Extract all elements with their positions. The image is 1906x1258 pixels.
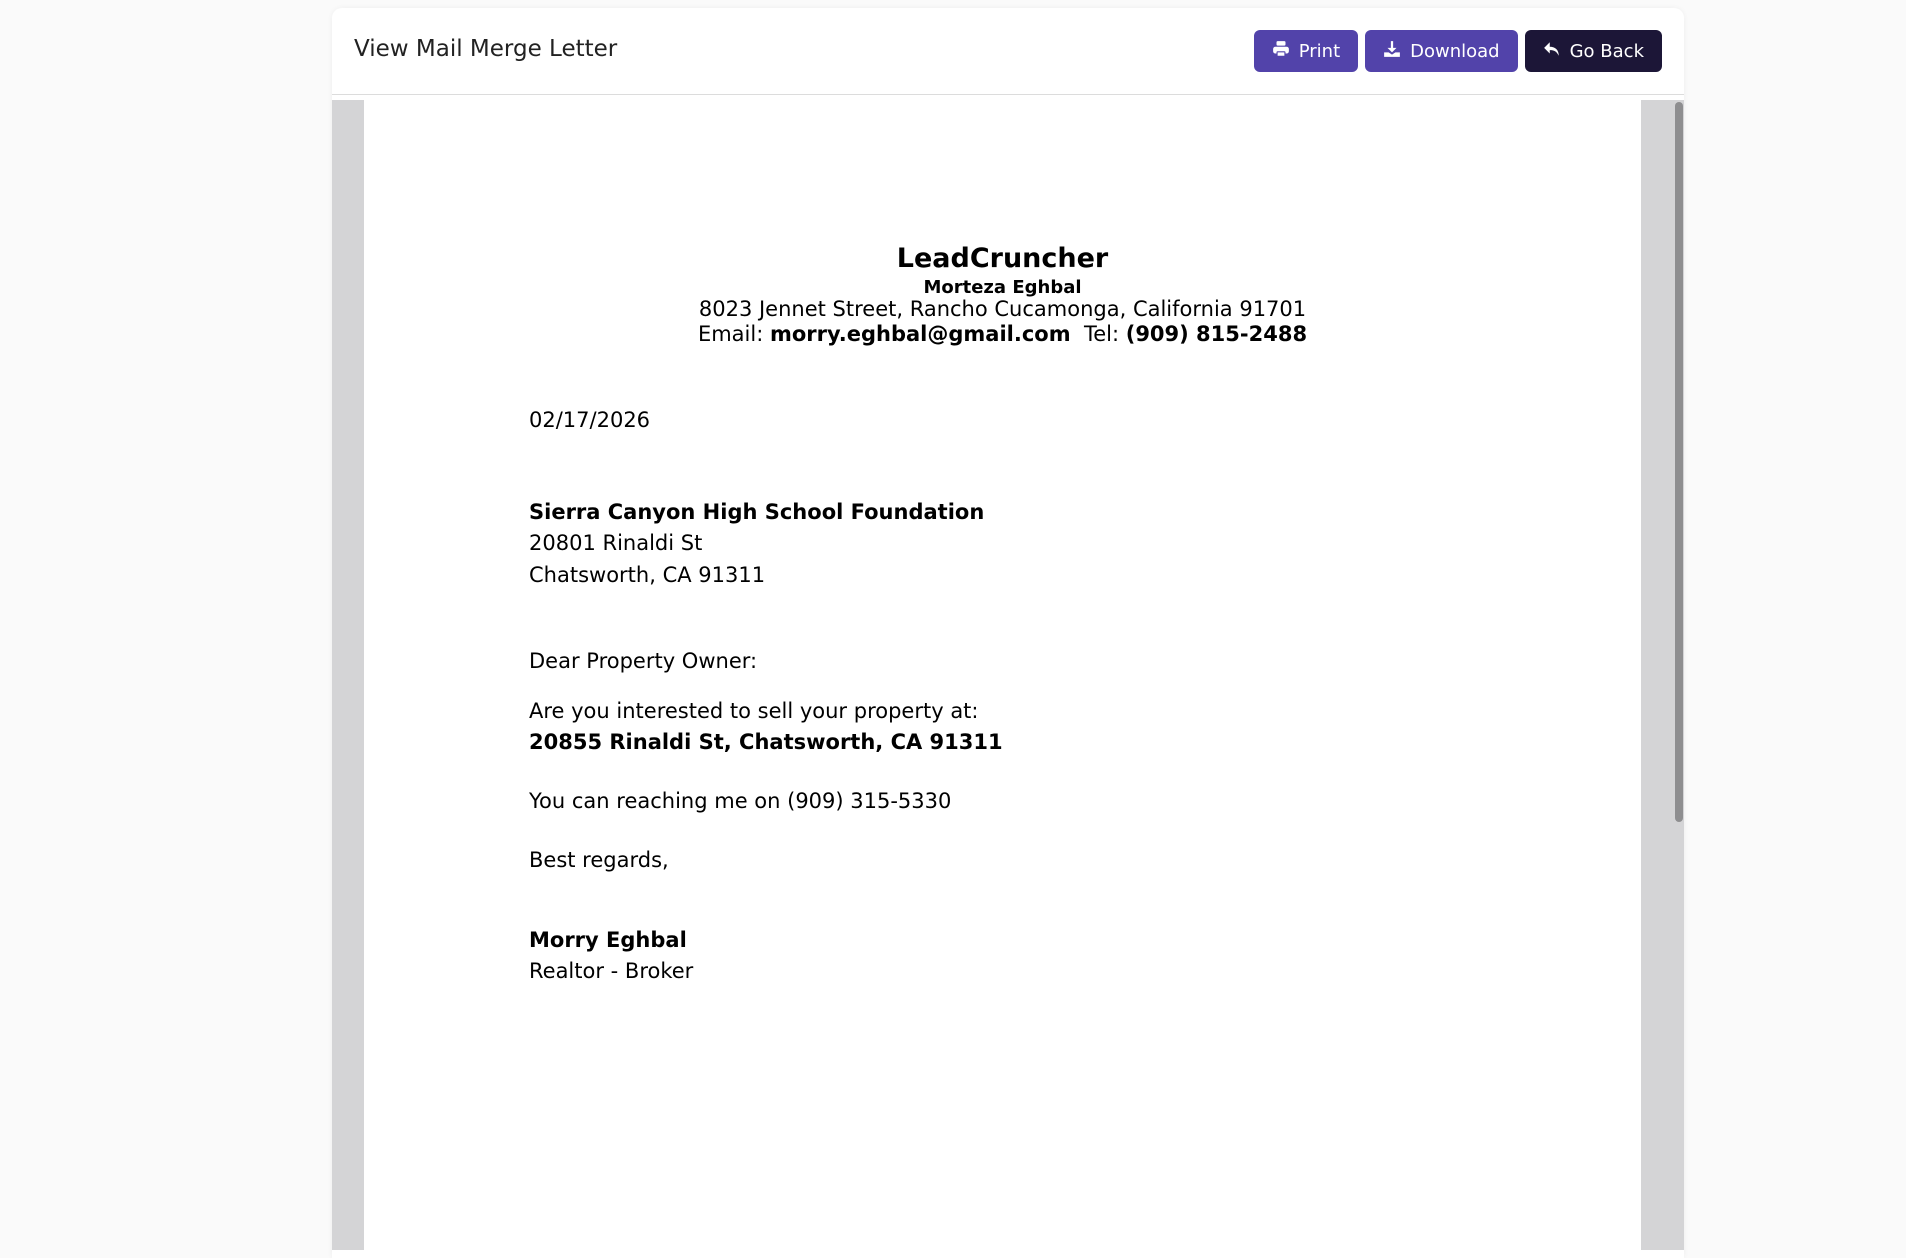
letter-page	[364, 100, 1641, 1250]
page-title: View Mail Merge Letter	[354, 36, 618, 62]
contact-line: You can reaching me on (909) 315-5330	[529, 789, 952, 813]
mail-merge-card	[332, 8, 1684, 1258]
sender-tel: (909) 815-2488	[1125, 322, 1308, 346]
download-button[interactable]	[1365, 30, 1517, 72]
signature-title: Realtor - Broker	[529, 959, 694, 983]
sender-name: Morteza Eghbal	[923, 277, 1082, 298]
go-back-label: Go Back	[1569, 40, 1644, 62]
sender-contact	[364, 322, 1641, 346]
toolbar	[1254, 30, 1662, 72]
print-label: Print	[1298, 40, 1341, 62]
letter-date: 02/17/2026	[529, 408, 651, 432]
go-back-button[interactable]	[1525, 30, 1662, 72]
letter-viewer	[332, 100, 1684, 1250]
tel-label: Tel:	[1083, 322, 1120, 346]
download-icon	[1383, 40, 1401, 63]
sender-email: morry.eghbal@gmail.com	[769, 322, 1071, 346]
card-header	[332, 8, 1684, 95]
closing: Best regards,	[529, 848, 669, 872]
viewer-scrollbar[interactable]	[1674, 100, 1684, 1250]
salutation: Dear Property Owner:	[529, 649, 758, 673]
reply-arrow-icon	[1543, 40, 1561, 63]
recipient-city: Chatsworth, CA 91311	[529, 563, 766, 587]
email-label: Email:	[697, 322, 764, 346]
company-name: LeadCruncher	[896, 243, 1109, 274]
printer-icon	[1272, 40, 1290, 63]
sender-address: 8023 Jennet Street, Rancho Cucamonga, California 91701	[698, 297, 1307, 321]
recipient-street: 20801 Rinaldi St	[529, 531, 703, 555]
body-intro: Are you interested to sell your property at:	[529, 699, 979, 723]
print-button[interactable]	[1254, 30, 1358, 72]
recipient-name: Sierra Canyon High School Foundation	[529, 500, 985, 524]
scrollbar-thumb[interactable]	[1675, 102, 1683, 822]
download-label: Download	[1410, 40, 1500, 62]
property-address: 20855 Rinaldi St, Chatsworth, CA 91311	[529, 730, 1003, 754]
signature-name: Morry Eghbal	[529, 928, 687, 952]
